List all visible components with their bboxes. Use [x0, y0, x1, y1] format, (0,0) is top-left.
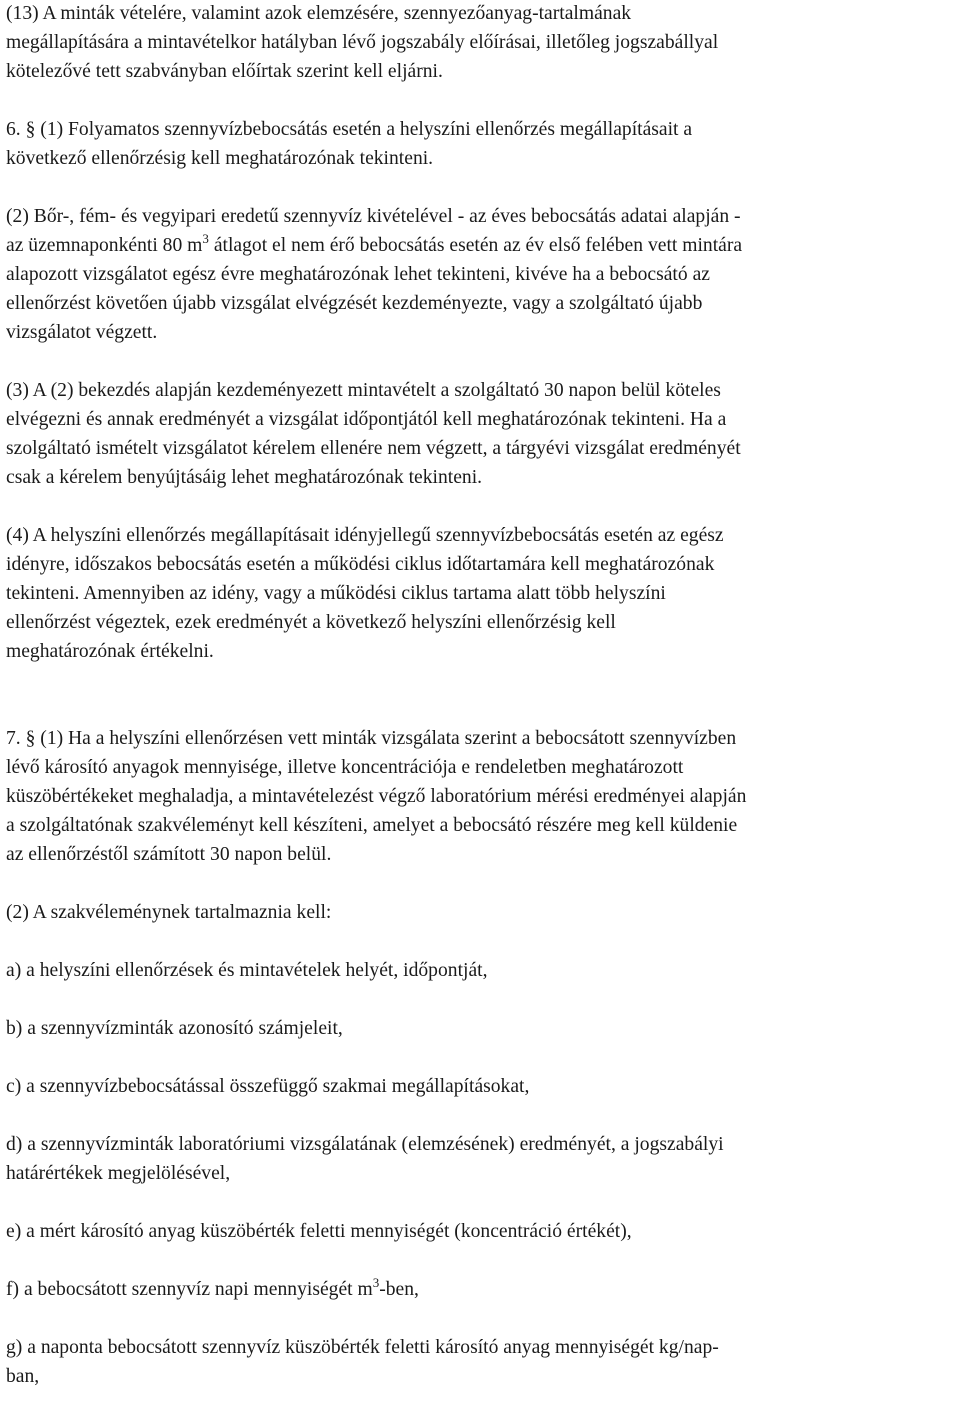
text-line: idényre, időszakos bebocsátás esetén a működési ciklus időtartamára kell meghatározónak — [6, 554, 715, 575]
text-line: kötelezővé tett szabványban előírtak szerint kell eljárni. — [6, 61, 443, 82]
superscript-exponent: 3 — [202, 231, 209, 246]
section-6-paragraph-1 — [6, 115, 960, 173]
list-item-c — [6, 1072, 960, 1101]
text-line: c) a szennyvízbebocsátással összefüggő szakmai megállapításokat, — [6, 1076, 530, 1097]
superscript-exponent: 3 — [372, 1275, 380, 1290]
text-segment: az üzemnaponkénti 80 m — [6, 235, 203, 256]
text-line: b) a szennyvízminták azonosító számjeleit, — [6, 1018, 343, 1039]
text-segment: -ben, — [379, 1279, 419, 1300]
text-line: 7. § (1) Ha a helyszíni ellenőrzésen vett minták vizsgálata szerint a bebocsátott szennyvízben — [6, 728, 737, 749]
section-6-paragraph-3 — [6, 376, 960, 492]
text-line: (3) A (2) bekezdés alapján kezdeményezett mintavételt a szolgáltató 30 napon belül köteles — [6, 380, 721, 401]
text-line: (2) A szakvéleménynek tartalmaznia kell: — [6, 902, 332, 923]
list-item-b — [6, 1014, 960, 1043]
text-line: megállapítására a mintavételkor hatályban lévő jogszabály előírásai, illetőleg jogszabállyal — [6, 32, 719, 53]
text-line-with-superscript — [6, 1275, 960, 1304]
text-line: elvégezni és annak eredményét a vizsgálat időpontjától kell meghatározónak tekinteni. Ha a — [6, 409, 727, 430]
text-line: a szolgáltatónak szakvéleményt kell készíteni, amelyet a bebocsátó részére meg kell küldenie — [6, 815, 738, 836]
text-line: lévő károsító anyagok mennyisége, illetve koncentrációja e rendeletben meghatározott — [6, 757, 684, 778]
text-line: e) a mért károsító anyag küszöbérték feletti mennyiségét (koncentráció értékét), — [6, 1221, 632, 1242]
section-6-paragraph-4 — [6, 521, 960, 666]
text-line: a) a helyszíni ellenőrzések és mintavételek helyét, időpontját, — [6, 960, 488, 981]
document-page — [6, 0, 960, 1420]
text-segment: átlagot el nem érő bebocsátás esetén az év első felében vett mintára — [208, 235, 743, 256]
text-line: 6. § (1) Folyamatos szennyvízbebocsátás esetén a helyszíni ellenőrzés megállapításait a — [6, 119, 693, 140]
text-line: következő ellenőrzésig kell meghatározónak tekinteni. — [6, 148, 434, 169]
text-line: g) a naponta bebocsátott szennyvíz küszöbérték feletti károsító anyag mennyiségét kg/nap- — [6, 1337, 719, 1358]
text-line: alapozott vizsgálatot egész évre meghatározónak lehet tekinteni, kivéve ha a bebocsátó az — [6, 264, 710, 285]
text-line: határértékek megjelölésével, — [6, 1163, 231, 1184]
section-7-paragraph-2 — [6, 898, 960, 927]
text-line: az ellenőrzéstől számított 30 napon belül. — [6, 844, 332, 865]
text-line: ellenőrzést végeztek, ezek eredményét a következő helyszíni ellenőrzésig kell — [6, 612, 616, 633]
spacer — [6, 695, 960, 724]
text-line: küszöbértékeket meghaladja, a mintavételezést végző laboratórium mérési eredményei alapján — [6, 786, 747, 807]
text-line: d) a szennyvízminták laboratóriumi vizsgálatának (elemzésének) eredményét, a jogszabályi — [6, 1134, 724, 1155]
text-line: (2) Bőr-, fém- és vegyipari eredetű szennyvíz kivételével - az éves bebocsátás adatai alapján - — [6, 206, 741, 227]
text-line: csak a kérelem benyújtásáig lehet meghatározónak tekinteni. — [6, 467, 483, 488]
text-line: ban, — [6, 1366, 40, 1387]
section-6-paragraph-2 — [6, 202, 960, 347]
text-line: (4) A helyszíni ellenőrzés megállapításait idényjellegű szennyvízbebocsátás esetén az egész — [6, 525, 724, 546]
text-line: meghatározónak értékelni. — [6, 641, 214, 662]
text-line: tekinteni. Amennyiben az idény, vagy a működési ciklus tartama alatt több helyszíni — [6, 583, 666, 604]
list-item-d — [6, 1130, 960, 1188]
text-line: szolgáltató ismételt vizsgálatot kérelem ellenére nem végzett, a tárgyévi vizsgálat eredményét — [6, 438, 741, 459]
text-line: ellenőrzést követően újabb vizsgálat elvégzését kezdeményezte, vagy a szolgáltató újabb — [6, 293, 703, 314]
list-item-g — [6, 1333, 960, 1391]
text-line: vizsgálatot végzett. — [6, 322, 158, 343]
list-item-f — [6, 1275, 960, 1304]
text-segment: f) a bebocsátott szennyvíz napi mennyiségét m — [6, 1279, 373, 1300]
paragraph-13 — [6, 0, 960, 86]
list-item-a — [6, 956, 960, 985]
text-line-with-superscript — [6, 231, 960, 260]
text-line: (13) A minták vételére, valamint azok elemzésére, szennyezőanyag-tartalmának — [6, 3, 632, 24]
list-item-e — [6, 1217, 960, 1246]
section-7-paragraph-1 — [6, 724, 960, 869]
